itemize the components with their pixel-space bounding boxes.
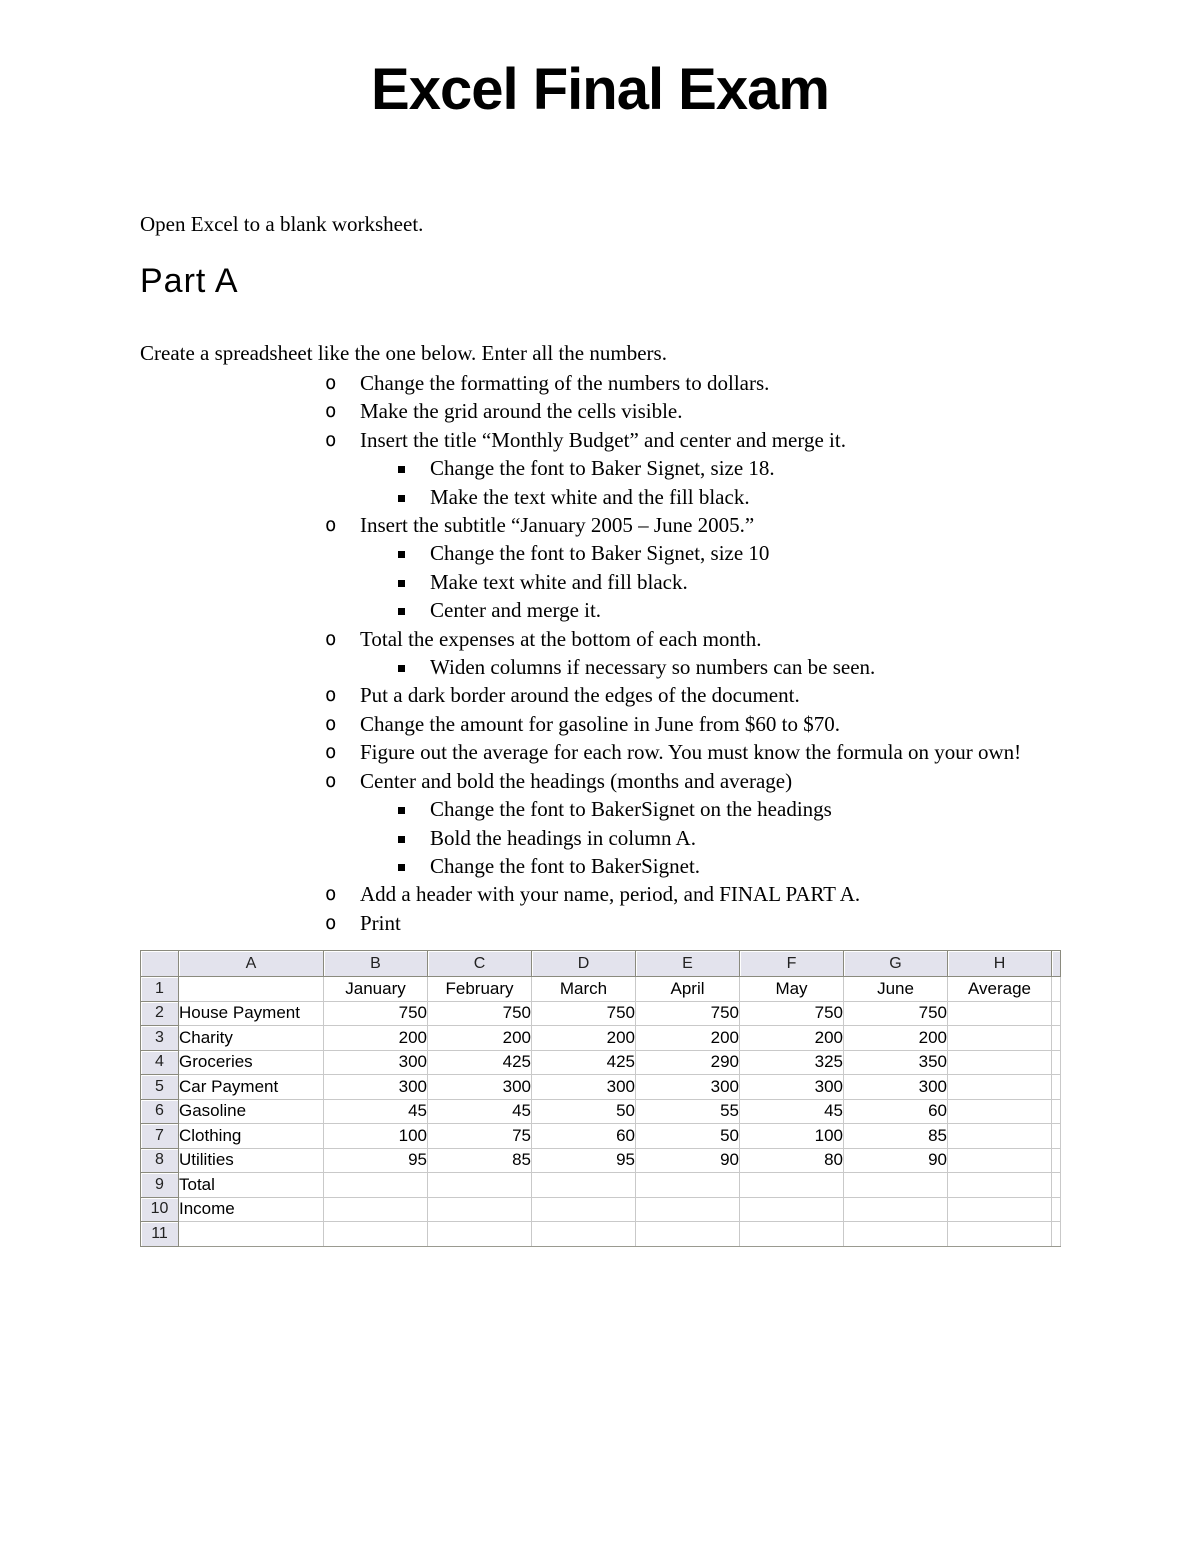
sub-bullet-item bbox=[140, 539, 1060, 567]
value-cell: 55 bbox=[636, 1099, 740, 1124]
row-number: 1 bbox=[141, 977, 179, 1002]
value-cell bbox=[844, 1222, 948, 1247]
section-intro-paragraph: Create a spreadsheet like the one below. Enter all the numbers. bbox=[140, 341, 667, 365]
value-cell: 750 bbox=[324, 1001, 428, 1026]
value-cell: 60 bbox=[532, 1124, 636, 1149]
bullet-item bbox=[140, 426, 1060, 454]
value-cell bbox=[948, 1222, 1052, 1247]
value-cell: 95 bbox=[532, 1148, 636, 1173]
square-bullet-icon bbox=[398, 483, 430, 511]
spreadsheet-cell-sliver bbox=[1052, 1173, 1061, 1198]
spreadsheet-cell-sliver bbox=[1052, 1197, 1061, 1222]
value-cell bbox=[740, 1222, 844, 1247]
row-label-cell bbox=[179, 1222, 324, 1247]
value-cell bbox=[844, 1197, 948, 1222]
value-cell bbox=[324, 1173, 428, 1198]
bullet-text: Change the font to Baker Signet, size 18. bbox=[430, 456, 775, 481]
circle-bullet-icon: o bbox=[325, 883, 337, 906]
row-number: 4 bbox=[141, 1050, 179, 1075]
value-cell: 425 bbox=[532, 1050, 636, 1075]
bullet-item bbox=[140, 681, 1060, 709]
value-cell: 50 bbox=[532, 1099, 636, 1124]
value-cell bbox=[636, 1173, 740, 1198]
column-header-cell: H bbox=[948, 951, 1052, 977]
value-cell: 90 bbox=[636, 1148, 740, 1173]
column-header-cell: C bbox=[428, 951, 532, 977]
value-cell bbox=[324, 1222, 428, 1247]
value-cell: 200 bbox=[636, 1026, 740, 1051]
bullet-item bbox=[140, 738, 1060, 766]
row-number: 5 bbox=[141, 1075, 179, 1100]
square-bullet-icon bbox=[398, 795, 430, 823]
value-cell: 300 bbox=[636, 1075, 740, 1100]
sub-bullet-item bbox=[140, 454, 1060, 482]
sub-bullet-item bbox=[140, 795, 1060, 823]
row-number: 8 bbox=[141, 1148, 179, 1173]
value-cell bbox=[740, 1173, 844, 1198]
month-header-cell: January bbox=[324, 977, 428, 1002]
row-number: 7 bbox=[141, 1124, 179, 1149]
bullet-text: Make the text white and the fill black. bbox=[430, 484, 750, 509]
month-header-cell: Average bbox=[948, 977, 1052, 1002]
value-cell bbox=[324, 1197, 428, 1222]
column-header-cell: D bbox=[532, 951, 636, 977]
value-cell: 290 bbox=[636, 1050, 740, 1075]
sub-bullet-item bbox=[140, 483, 1060, 511]
row-label-cell: Charity bbox=[179, 1026, 324, 1051]
value-cell bbox=[532, 1173, 636, 1198]
value-cell bbox=[532, 1197, 636, 1222]
row-label-cell: Income bbox=[179, 1197, 324, 1222]
value-cell bbox=[948, 1148, 1052, 1173]
spreadsheet-cell-sliver bbox=[1052, 1222, 1061, 1247]
document-title: Excel Final Exam bbox=[371, 57, 829, 122]
bullet-text: Change the font to Baker Signet, size 10 bbox=[430, 541, 770, 566]
value-cell bbox=[740, 1197, 844, 1222]
value-cell: 45 bbox=[740, 1099, 844, 1124]
row-label-cell: Car Payment bbox=[179, 1075, 324, 1100]
value-cell: 50 bbox=[636, 1124, 740, 1149]
value-cell: 85 bbox=[428, 1148, 532, 1173]
value-cell bbox=[948, 1075, 1052, 1100]
row-label-cell: Utilities bbox=[179, 1148, 324, 1173]
sub-bullet-item bbox=[140, 653, 1060, 681]
value-cell: 750 bbox=[636, 1001, 740, 1026]
bullet-text: Change the font to BakerSignet on the headings bbox=[430, 797, 832, 822]
value-cell: 750 bbox=[740, 1001, 844, 1026]
bullet-item bbox=[140, 369, 1060, 397]
column-header-sliver bbox=[1052, 951, 1061, 977]
spreadsheet-cell-sliver bbox=[1052, 1050, 1061, 1075]
value-cell bbox=[948, 1173, 1052, 1198]
sub-bullet-item bbox=[140, 824, 1060, 852]
sub-bullet-item bbox=[140, 596, 1060, 624]
value-cell: 80 bbox=[740, 1148, 844, 1173]
month-header-cell: June bbox=[844, 977, 948, 1002]
spreadsheet-cell-sliver bbox=[1052, 1099, 1061, 1124]
value-cell bbox=[636, 1222, 740, 1247]
circle-bullet-icon: o bbox=[325, 428, 337, 451]
bullet-item bbox=[140, 397, 1060, 425]
bullet-text: Print bbox=[360, 910, 401, 935]
square-bullet-icon bbox=[398, 653, 430, 681]
bullet-text: Make the grid around the cells visible. bbox=[360, 399, 683, 424]
value-cell bbox=[948, 1001, 1052, 1026]
square-bullet-icon bbox=[398, 539, 430, 567]
value-cell: 300 bbox=[428, 1075, 532, 1100]
spreadsheet-table bbox=[140, 950, 1061, 1247]
value-cell: 90 bbox=[844, 1148, 948, 1173]
value-cell: 100 bbox=[324, 1124, 428, 1149]
row-number: 2 bbox=[141, 1001, 179, 1026]
bullet-item bbox=[140, 511, 1060, 539]
value-cell: 200 bbox=[428, 1026, 532, 1051]
value-cell: 325 bbox=[740, 1050, 844, 1075]
bullet-text: Make text white and fill black. bbox=[430, 569, 688, 594]
bullet-text: Figure out the average for each row. You must know the formula on your own! bbox=[360, 740, 1022, 765]
value-cell bbox=[428, 1197, 532, 1222]
value-cell bbox=[948, 1124, 1052, 1149]
spreadsheet-cell-sliver bbox=[1052, 977, 1061, 1002]
column-header-cell: A bbox=[179, 951, 324, 977]
value-cell bbox=[428, 1222, 532, 1247]
row-number: 3 bbox=[141, 1026, 179, 1051]
circle-bullet-icon: o bbox=[325, 684, 337, 707]
row-number: 6 bbox=[141, 1099, 179, 1124]
bullet-item bbox=[140, 880, 1060, 908]
row-label-cell: Groceries bbox=[179, 1050, 324, 1075]
value-cell: 60 bbox=[844, 1099, 948, 1124]
circle-bullet-icon: o bbox=[325, 769, 337, 792]
value-cell: 350 bbox=[844, 1050, 948, 1075]
value-cell bbox=[948, 1026, 1052, 1051]
bullet-text: Change the font to BakerSignet. bbox=[430, 853, 701, 878]
spreadsheet-cell-sliver bbox=[1052, 1148, 1061, 1173]
value-cell: 750 bbox=[532, 1001, 636, 1026]
bullet-text: Widen columns if necessary so numbers can be seen. bbox=[430, 655, 876, 680]
value-cell: 300 bbox=[324, 1050, 428, 1075]
value-cell: 100 bbox=[740, 1124, 844, 1149]
value-cell: 425 bbox=[428, 1050, 532, 1075]
spreadsheet-cell-sliver bbox=[1052, 1124, 1061, 1149]
sub-bullet-item bbox=[140, 568, 1060, 596]
bullet-text: Change the amount for gasoline in June from $60 to $70. bbox=[360, 711, 840, 736]
value-cell bbox=[948, 1099, 1052, 1124]
column-header-cell: E bbox=[636, 951, 740, 977]
square-bullet-icon bbox=[398, 596, 430, 624]
value-cell bbox=[636, 1197, 740, 1222]
value-cell: 300 bbox=[844, 1075, 948, 1100]
value-cell: 200 bbox=[844, 1026, 948, 1051]
circle-bullet-icon: o bbox=[325, 627, 337, 650]
value-cell: 200 bbox=[740, 1026, 844, 1051]
column-header-cell: B bbox=[324, 951, 428, 977]
bullet-item bbox=[140, 625, 1060, 653]
value-cell: 45 bbox=[428, 1099, 532, 1124]
bullet-text: Total the expenses at the bottom of each month. bbox=[360, 626, 762, 651]
value-cell: 750 bbox=[428, 1001, 532, 1026]
month-header-cell: April bbox=[636, 977, 740, 1002]
circle-bullet-icon: o bbox=[325, 400, 337, 423]
square-bullet-icon bbox=[398, 852, 430, 880]
bullet-item bbox=[140, 767, 1060, 795]
month-header-cell: May bbox=[740, 977, 844, 1002]
bullet-item bbox=[140, 710, 1060, 738]
bullet-text: Insert the subtitle “January 2005 – June 2005.” bbox=[360, 513, 755, 538]
circle-bullet-icon: o bbox=[325, 514, 337, 537]
bullet-text: Center and bold the headings (months and average) bbox=[360, 768, 793, 793]
instruction-list bbox=[140, 369, 1060, 937]
row-label-cell: House Payment bbox=[179, 1001, 324, 1026]
spreadsheet-cell-sliver bbox=[1052, 1026, 1061, 1051]
value-cell: 300 bbox=[324, 1075, 428, 1100]
spreadsheet-cell bbox=[179, 977, 324, 1002]
bullet-text: Add a header with your name, period, and FINAL PART A. bbox=[360, 882, 861, 907]
bullet-text: Change the formatting of the numbers to dollars. bbox=[360, 371, 770, 395]
square-bullet-icon bbox=[398, 824, 430, 852]
square-bullet-icon bbox=[398, 568, 430, 596]
row-number: 9 bbox=[141, 1173, 179, 1198]
value-cell bbox=[532, 1222, 636, 1247]
bullet-text: Insert the title “Monthly Budget” and center and merge it. bbox=[360, 427, 846, 452]
sub-bullet-item bbox=[140, 852, 1060, 880]
intro-paragraph: Open Excel to a blank worksheet. bbox=[140, 212, 424, 236]
row-label-cell: Gasoline bbox=[179, 1099, 324, 1124]
value-cell: 750 bbox=[844, 1001, 948, 1026]
square-bullet-icon bbox=[398, 454, 430, 482]
value-cell: 200 bbox=[532, 1026, 636, 1051]
value-cell: 200 bbox=[324, 1026, 428, 1051]
value-cell: 85 bbox=[844, 1124, 948, 1149]
row-number: 10 bbox=[141, 1197, 179, 1222]
bullet-text: Center and merge it. bbox=[430, 598, 602, 623]
select-all-corner bbox=[141, 951, 179, 977]
spreadsheet-screenshot bbox=[140, 950, 1060, 1247]
column-header-cell: G bbox=[844, 951, 948, 977]
row-label-cell: Clothing bbox=[179, 1124, 324, 1149]
circle-bullet-icon: o bbox=[325, 741, 337, 764]
value-cell bbox=[428, 1173, 532, 1198]
part-a-heading: Part A bbox=[140, 262, 239, 300]
bullet-item bbox=[140, 909, 1060, 937]
spreadsheet-cell-sliver bbox=[1052, 1001, 1061, 1026]
value-cell: 300 bbox=[740, 1075, 844, 1100]
circle-bullet-icon: o bbox=[325, 712, 337, 735]
row-label-cell: Total bbox=[179, 1173, 324, 1198]
spreadsheet-cell-sliver bbox=[1052, 1075, 1061, 1100]
value-cell: 45 bbox=[324, 1099, 428, 1124]
value-cell: 75 bbox=[428, 1124, 532, 1149]
value-cell bbox=[844, 1173, 948, 1198]
month-header-cell: March bbox=[532, 977, 636, 1002]
value-cell: 95 bbox=[324, 1148, 428, 1173]
value-cell: 300 bbox=[532, 1075, 636, 1100]
month-header-cell: February bbox=[428, 977, 532, 1002]
bullet-text: Bold the headings in column A. bbox=[430, 825, 696, 850]
bullet-text: Put a dark border around the edges of the document. bbox=[360, 683, 800, 708]
circle-bullet-icon: o bbox=[325, 372, 337, 394]
value-cell bbox=[948, 1050, 1052, 1075]
column-header-cell: F bbox=[740, 951, 844, 977]
circle-bullet-icon: o bbox=[325, 911, 337, 934]
value-cell bbox=[948, 1197, 1052, 1222]
row-number: 11 bbox=[141, 1222, 179, 1247]
